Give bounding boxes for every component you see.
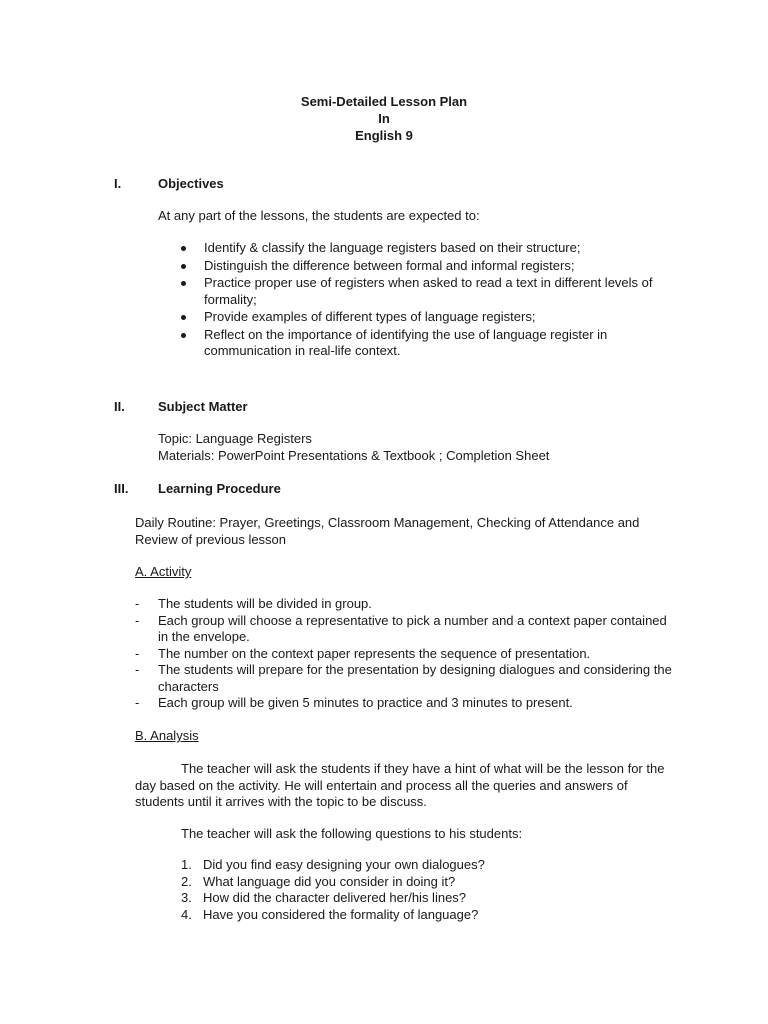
list-item-text: The number on the context paper represents the sequence of presentation. bbox=[158, 645, 591, 661]
list-item-text: What language did you consider in doing it? bbox=[203, 873, 456, 889]
objectives-intro: At any part of the lessons, the students are expected to: bbox=[158, 208, 480, 223]
list-item-text: Distinguish the difference between formal and informal registers; bbox=[204, 257, 575, 273]
dash-icon: - bbox=[135, 695, 140, 710]
subject-materials: Materials: PowerPoint Presentations & Textbook ; Completion Sheet bbox=[158, 448, 550, 463]
bullet-icon bbox=[181, 246, 186, 251]
list-item bbox=[158, 275, 678, 308]
subject-topic: Topic: Language Registers bbox=[158, 431, 312, 446]
section-label: Learning Procedure bbox=[158, 481, 281, 496]
list-item bbox=[135, 613, 675, 646]
list-item bbox=[158, 309, 678, 326]
list-item-text: The students will prepare for the presentation by designing dialogues and considering the characters bbox=[158, 662, 672, 694]
list-item bbox=[158, 327, 678, 360]
list-item-text: Identify & classify the language registers based on their structure; bbox=[204, 240, 581, 255]
analysis-questions-list bbox=[181, 857, 581, 923]
list-item bbox=[181, 857, 581, 874]
dash-icon: - bbox=[135, 645, 140, 661]
objectives-list bbox=[158, 240, 678, 361]
list-item-text: How did the character delivered her/his lines? bbox=[203, 890, 467, 905]
list-item bbox=[135, 646, 675, 663]
list-item bbox=[135, 662, 675, 695]
bullet-icon bbox=[181, 315, 186, 320]
title-line-3: English 9 bbox=[355, 128, 413, 143]
list-item-text: Provide examples of different types of language registers; bbox=[204, 309, 536, 324]
list-item-text: Practice proper use of registers when asked to read a text in different levels of formality; bbox=[204, 275, 653, 307]
list-item bbox=[135, 596, 675, 613]
section-number: III. bbox=[114, 481, 129, 496]
list-item bbox=[181, 907, 581, 924]
list-item-text: Each group will be given 5 minutes to practice and 3 minutes to present. bbox=[158, 695, 573, 710]
dash-icon: - bbox=[135, 612, 140, 628]
list-item-text: Reflect on the importance of identifying the use of language register in communication in real-life context. bbox=[204, 326, 608, 358]
section-label: Objectives bbox=[158, 176, 224, 191]
daily-routine: Daily Routine: Prayer, Greetings, Classroom Management, Checking of Attendance and Review of previous lesson bbox=[135, 515, 640, 547]
bullet-icon bbox=[181, 264, 186, 269]
list-item bbox=[158, 240, 678, 257]
analysis-paragraph-2: The teacher will ask the following questions to his students: bbox=[181, 826, 523, 841]
list-item bbox=[181, 890, 581, 907]
document-title bbox=[0, 93, 768, 144]
analysis-paragraph-1: The teacher will ask the students if they have a hint of what will be the lesson for the day based on the activity. He will entertain and process all the queries and answers of students until it arrives with the topic to be discuss. bbox=[135, 761, 665, 809]
list-item-text: Have you considered the formality of language? bbox=[203, 906, 479, 922]
title-line-1: Semi-Detailed Lesson Plan bbox=[300, 94, 468, 109]
section-label: Subject Matter bbox=[158, 399, 248, 414]
title-line-2: In bbox=[378, 111, 390, 126]
dash-icon: - bbox=[135, 596, 140, 611]
list-item bbox=[135, 695, 675, 712]
list-item-text: Each group will choose a representative to pick a number and a context paper contained in the envelope. bbox=[158, 612, 667, 644]
list-number: 4. bbox=[181, 906, 192, 922]
section-number: I. bbox=[114, 176, 122, 191]
list-number: 3. bbox=[181, 890, 192, 905]
list-item bbox=[181, 874, 581, 891]
list-number: 2. bbox=[181, 873, 192, 889]
list-number: 1. bbox=[181, 857, 192, 872]
section-number: II. bbox=[114, 399, 125, 414]
activity-list bbox=[135, 596, 675, 712]
activity-heading: A. Activity bbox=[135, 564, 192, 579]
analysis-heading: B. Analysis bbox=[135, 728, 199, 743]
bullet-icon bbox=[181, 333, 186, 338]
list-item-text: The students will be divided in group. bbox=[158, 596, 372, 611]
list-item-text: Did you find easy designing your own dialogues? bbox=[203, 857, 485, 872]
dash-icon: - bbox=[135, 662, 140, 677]
list-item bbox=[158, 258, 678, 275]
bullet-icon bbox=[181, 281, 186, 286]
